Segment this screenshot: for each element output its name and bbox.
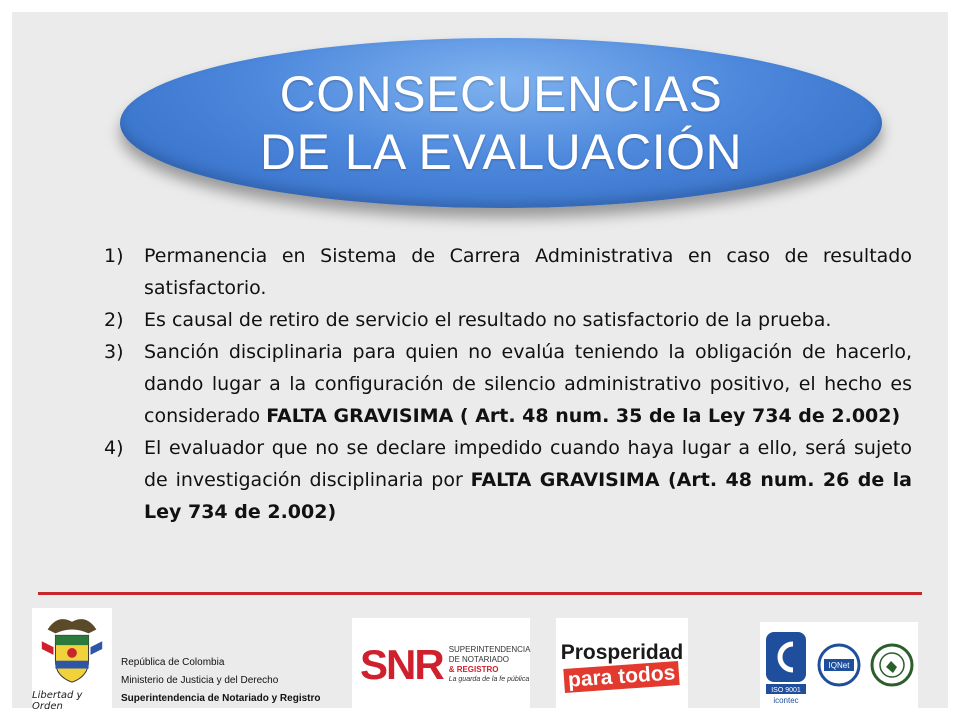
snr-logo	[352, 618, 530, 712]
list-item-text	[144, 336, 912, 432]
ministry-text	[121, 654, 320, 708]
list-item-number: 4)	[104, 437, 124, 459]
list-item-number: 3)	[104, 341, 124, 363]
ministry-line-1: República de Colombia	[121, 657, 225, 668]
title-oval	[120, 38, 882, 208]
list-item-plain-text: El evaluador que no se declare impedido cuando haya lugar a ello, será sujeto de investigación disciplinaria por	[144, 437, 912, 491]
consequences-list	[104, 240, 912, 528]
snr-text	[449, 645, 531, 685]
list-item-plain-text: Es causal de retiro de servicio el resultado no satisfactorio de la prueba.	[144, 309, 832, 331]
list-item-bold-text: FALTA GRAVISIMA (Art. 48 num. 26 de la Ley 734 de 2.002)	[144, 469, 912, 523]
list-item	[104, 336, 912, 432]
iso-label: ISO 9001	[771, 687, 802, 694]
list-item-text	[144, 304, 912, 336]
list-item	[104, 432, 912, 528]
motto-text: Libertad y Orden	[32, 690, 83, 712]
iqnet-icon	[816, 637, 862, 697]
ministry-line-2: Ministerio de Justicia y del Derecho	[121, 675, 279, 686]
list-item-number: 2)	[104, 309, 124, 331]
snr-line-3: & REGISTRO	[448, 665, 499, 674]
icontec-label: icontec	[773, 696, 800, 705]
prosperidad-line-1: Prosperidad	[560, 641, 684, 664]
list-item-bold-text: FALTA GRAVISIMA ( Art. 48 num. 35 de la Ley 734 de 2.002)	[266, 405, 901, 427]
prosperidad-line-2: para todos	[564, 661, 681, 693]
list-item	[104, 240, 912, 304]
title-line-2: DE LA EVALUACIÓN	[259, 124, 743, 180]
footer-divider	[38, 592, 922, 595]
colombia-emblem-panel	[32, 608, 112, 712]
prosperidad-logo	[556, 618, 688, 712]
list-item-number: 1)	[104, 245, 124, 267]
certification-logos	[760, 622, 918, 712]
ministry-line-3: Superintendencia de Notariado y Registro	[121, 693, 321, 704]
title-line-1: CONSECUENCIAS	[279, 66, 723, 122]
iqnet-label: IQNet	[828, 661, 850, 670]
list-item-text	[144, 240, 912, 304]
snr-line-1: SUPERINTENDENCIA	[448, 645, 531, 654]
certification-seal-icon	[869, 637, 915, 697]
icontec-iso-icon	[763, 628, 809, 706]
coat-of-arms-icon	[37, 612, 107, 688]
snr-letters: SNR	[360, 641, 443, 688]
list-item	[104, 304, 912, 336]
list-item-plain-text: Sanción disciplinaria para quien no evalúa teniendo la obligación de hacerlo, dando lugar a la configuración de silencio administrativo positivo, el hecho es considerado	[144, 341, 912, 427]
list-item-plain-text: Permanencia en Sistema de Carrera Administrativa en caso de resultado satisfactorio.	[144, 245, 912, 299]
snr-line-2: DE NOTARIADO	[448, 655, 509, 664]
snr-tagline: La guarda de la fe pública	[448, 676, 530, 683]
list-item-text	[144, 432, 912, 528]
